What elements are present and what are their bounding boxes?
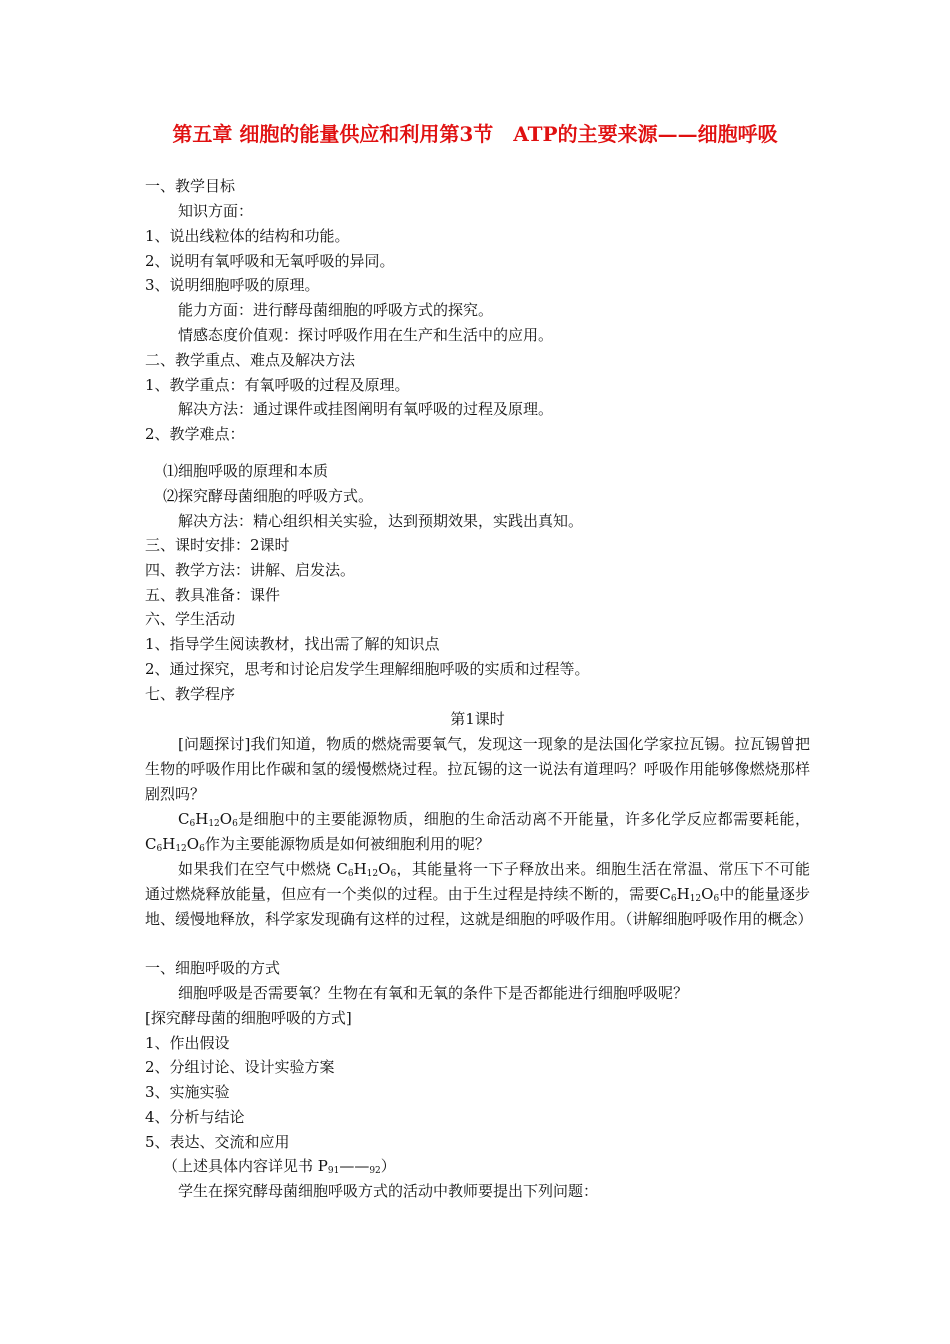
question-line: 细胞呼吸是否需要氧？生物在有氧和无氧的条件下是否都能进行细胞呼吸呢？ xyxy=(178,984,689,1002)
paragraph-glucose: $C_6H_{12}O_6$是细胞中的主要能源物质，细胞的生命活动离不开能量，许多化学反应都需要耗能，$C_6H_{12}O_6$作为主要能源物质是如何被细胞利用的呢？ xyxy=(145,810,810,854)
difficulty-subitem: ⑴细胞呼吸的原理和本质 xyxy=(163,462,329,480)
heading-objectives: 一、教学目标 xyxy=(145,177,236,195)
objective-item: 3、说明细胞呼吸的原理。 xyxy=(145,276,320,294)
step-item: 2、分组讨论、设计实验方案 xyxy=(145,1058,335,1076)
heading-activities: 六、学生活动 xyxy=(145,610,236,628)
heading-schedule: 三、课时安排：2课时 xyxy=(145,536,290,554)
ability-line: 能力方面：进行酵母菌细胞的呼吸方式的探究。 xyxy=(178,301,494,319)
document-title: 第五章 细胞的能量供应和利用第3节 ATP的主要来源——细胞呼吸 xyxy=(172,122,778,146)
heading-materials: 五、教具准备：课件 xyxy=(145,586,281,604)
difficulty-subitem: ⑵探究酵母菌细胞的呼吸方式。 xyxy=(163,487,374,505)
heading-procedure: 七、教学程序 xyxy=(145,685,236,703)
activity-item: 2、通过探究，思考和讨论启发学生理解细胞呼吸的实质和过程等。 xyxy=(145,660,590,678)
attitude-line: 情感态度价值观：探讨呼吸作用在生产和生活中的应用。 xyxy=(178,326,554,344)
step-item: 1、作出假设 xyxy=(145,1034,230,1052)
paragraph-combustion: 如果我们在空气中燃烧 $C_6H_{12}O_6$，其能量将一下子释放出来。细胞生活在常温、常压下不可能通过燃烧释放能量，但应有一个类似的过程。由于生过程是持续不断的，需要$C_6H_{12}O_6$中的能量逐步地、缓慢地释放，科学家发现确有这样的过程，这就是细胞的呼吸作用。（讲解细胞呼吸作用的概念） xyxy=(145,860,813,928)
experiment-heading: [探究酵母菌的细胞呼吸的方式] xyxy=(145,1009,352,1027)
lesson-heading: 第1课时 xyxy=(450,710,505,728)
difficulty-item: 2、教学难点： xyxy=(145,425,245,443)
heading-methods: 四、教学方法：讲解、启发法。 xyxy=(145,561,356,579)
formula-glucose: $C_6H_{12}O_6$ xyxy=(178,810,238,829)
section-heading: 一、细胞呼吸的方式 xyxy=(145,959,281,977)
step-item: 5、表达、交流和应用 xyxy=(145,1133,290,1151)
formula-glucose: $C_6H_{12}O_6$ xyxy=(145,834,205,854)
reference-note: （上述具体内容详见书 $P_{91}——_{92}$） xyxy=(163,1157,396,1176)
heading-keypoints: 二、教学重点、难点及解决方法 xyxy=(145,351,356,369)
solution-line: 解决方法：精心组织相关实验，达到预期效果，实践出真知。 xyxy=(178,512,584,530)
keypoint-item: 1、教学重点：有氧呼吸的过程及原理。 xyxy=(145,376,410,394)
teacher-questions-intro: 学生在探究酵母菌细胞呼吸方式的活动中教师要提出下列问题： xyxy=(178,1182,599,1200)
objective-item: 2、说明有氧呼吸和无氧呼吸的异同。 xyxy=(145,252,395,270)
objective-item: 1、说出线粒体的结构和功能。 xyxy=(145,227,350,245)
formula-glucose: $C_6H_{12}O_6$ xyxy=(659,884,720,904)
formula-glucose: $C_6H_{12}O_6$ xyxy=(336,860,397,879)
step-item: 3、实施实验 xyxy=(145,1083,230,1101)
subheading-knowledge: 知识方面： xyxy=(178,202,254,220)
activity-item: 1、指导学生阅读教材，找出需了解的知识点 xyxy=(145,635,440,653)
paragraph-problem: [问题探讨]我们知道，物质的燃烧需要氧气，发现这一现象的是法国化学家拉瓦锡。拉瓦锡曾把生物的呼吸作用比作碳和氢的缓慢燃烧过程。拉瓦锡的这一说法有道理吗？呼吸作用能够像燃烧那样剧烈吗？ xyxy=(145,735,810,803)
solution-line: 解决方法：通过课件或挂图阐明有氧呼吸的过程及原理。 xyxy=(178,400,554,418)
step-item: 4、分析与结论 xyxy=(145,1108,245,1126)
